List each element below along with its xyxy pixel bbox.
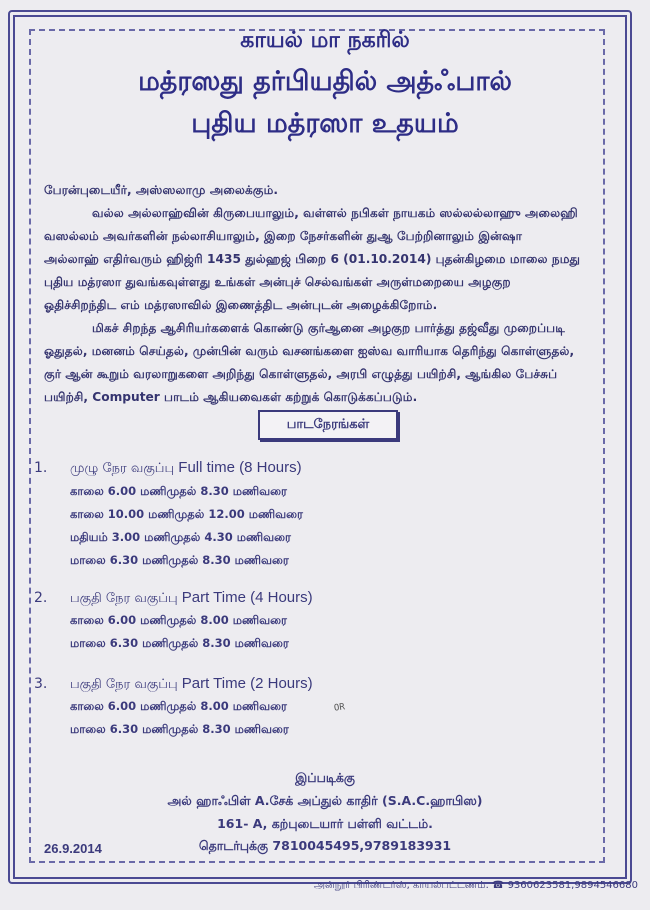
class-time: காலை 6.00 மணிமுதல் 8.00 மணிவரை (70, 699, 287, 713)
printer-footer: அன்நூர் பிரிண்டர்ஸ், காயல்பட்டணம். ☎ 9360623581,9894546680 (313, 880, 638, 891)
class-time: காலை 10.00 மணிமுதல் 12.00 மணிவரை (70, 507, 303, 521)
class-number: 3. (34, 676, 48, 692)
class-number: 1. (34, 460, 48, 476)
class-time: காலை 6.00 மணிமுதல் 8.00 மணிவரை (70, 613, 287, 627)
para1-line: ஓதிச்சிறந்திட எம் மத்ரஸாவில் இணைத்திட அன்புடன் அழைக்கிறோம். (44, 298, 438, 312)
class-tamil: பகுதி நேர வகுப்பு (70, 677, 178, 692)
class-number: 2. (34, 590, 48, 606)
handwritten-or-note: OR (333, 702, 346, 714)
header-line-1: காயல் மா நகரில் (240, 28, 410, 53)
class-time: மாலை 6.30 மணிமுதல் 8.30 மணிவரை (70, 553, 289, 567)
greeting: பேரன்புடையீர், அஸ்ஸலாமு அலைக்கும். (44, 183, 279, 197)
class-time: மதியம் 3.00 மணிமுதல் 4.30 மணிவரை (70, 530, 291, 544)
class-english: Full time (8 Hours) (178, 459, 302, 476)
para1-line: புதிய மத்ரஸா துவங்கவுள்ளது உங்கள் அன்புச் செல்வங்கள் அருள்மறையை அழகுற (44, 275, 511, 289)
class-heading (70, 675, 313, 693)
para1-line: அல்லாஹ் எதிர்வரும் ஹிஜ்ரி 1435 துல்ஹஜ் பிறை 6 (01.10.2014) புதன்கிழமை மாலை நமது (44, 252, 581, 266)
class-time: மாலை 6.30 மணிமுதல் 8.30 மணிவரை (70, 722, 289, 736)
header-line-3: புதிய மத்ரஸா உதயம் (191, 108, 459, 139)
class-tamil: பகுதி நேர வகுப்பு (70, 591, 178, 606)
para2-line: குர் ஆன் கூறும் வரலாறுகளை அறிந்து கொள்ளுதல், அரபி எழுத்து பயிற்சி, ஆங்கில பேச்சுப் (44, 367, 558, 381)
flyer-date: 26.9.2014 (44, 841, 102, 856)
class-english: Part Time (4 Hours) (181, 589, 313, 606)
signature-address: 161- A, கற்புடையார் பள்ளி வட்டம். (217, 816, 433, 831)
class-heading (70, 459, 302, 477)
class-heading (70, 589, 313, 607)
para2-line: பயிற்சி, Computer பாடம் ஆகியவைகள் கற்றுக் கொடுக்கப்படும். (44, 390, 418, 404)
class-time: மாலை 6.30 மணிமுதல் 8.30 மணிவரை (70, 636, 289, 650)
signature-contact: தொடர்புக்கு 7810045495,9789183931 (198, 838, 452, 853)
header-line-2: மத்ரஸது தர்பியதில் அத்ஃபால் (138, 66, 512, 97)
para1-line: வஸல்லம் அவர்களின் நல்லாசியாலும், இறை நேசர்களின் துஆ பேற்றினாலும் இன்ஷா (44, 229, 523, 243)
signature-name: அல் ஹாஃபிள் A.சேக் அப்துல் காதிர் (S.A.C.ஹாபிஸ) (167, 793, 483, 808)
class-tamil: முழு நேர வகுப்பு (70, 461, 175, 476)
class-english: Part Time (2 Hours) (181, 675, 313, 692)
class-time: காலை 6.00 மணிமுதல் 8.30 மணிவரை (70, 484, 287, 498)
schedule-title: பாடநேரங்கள் (258, 410, 398, 440)
signature-line: இப்படிக்கு (295, 770, 355, 785)
para1-line: வல்ல அல்லாஹ்வின் கிருபையாலும், வள்ளல் நபிகள் நாயகம் ஸல்லல்லாஹு அலைஹி (92, 206, 578, 220)
para2-line: மிகச் சிறந்த ஆசிரியர்களைக் கொண்டு குர்ஆனை அழகுற பார்த்து தஜ்வீது முறைப்படி (92, 321, 565, 335)
para2-line: ஓதுதல், மனனம் செய்தல், முன்பின் வரும் வசனங்களை ஐஸ்வ வாரியாக தெரிந்து கொள்ளுதல், (44, 344, 575, 358)
